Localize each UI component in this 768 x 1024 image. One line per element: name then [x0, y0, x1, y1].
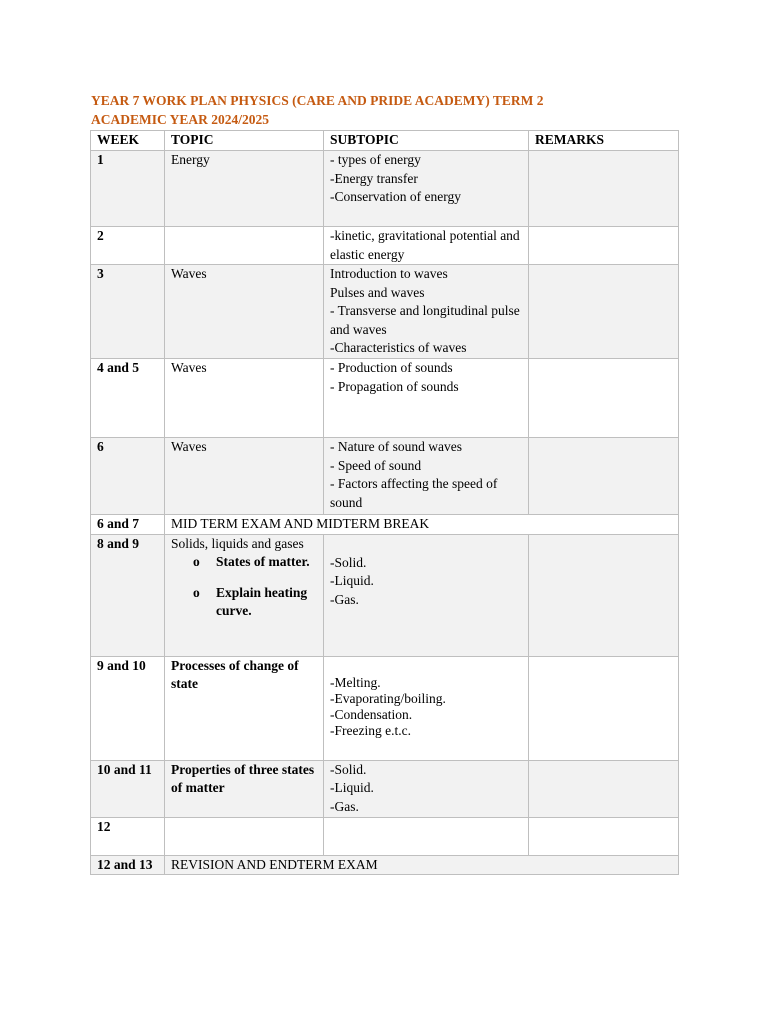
subtopic-cell: [324, 227, 529, 265]
remarks-cell: [529, 438, 679, 515]
remarks-cell: [529, 227, 679, 265]
topic-bullet: o Explain heating curve.: [171, 584, 317, 621]
topic-text: Solids, liquids and gases: [171, 535, 304, 551]
subtopic-item: -Melting.: [330, 674, 381, 690]
remarks-cell: [529, 359, 679, 438]
remarks-cell: [529, 265, 679, 359]
week-cell: 6 and 7: [91, 515, 165, 535]
table-row: [91, 817, 679, 855]
subtopic-item: -Gas.: [330, 798, 359, 814]
topic-cell: [165, 534, 324, 656]
week-cell: 1: [91, 151, 165, 227]
subtopic-item: - Nature of sound waves: [330, 439, 462, 454]
subtopic-item: -Liquid.: [330, 573, 374, 588]
title-line-2: ACADEMIC YEAR 2024/2025: [91, 111, 269, 127]
subtopic-item: - types of energy: [330, 152, 421, 167]
table-header-row: [91, 131, 679, 151]
remarks-cell: [529, 817, 679, 855]
week-cell: 8 and 9: [91, 534, 165, 656]
topic-cell: Properties of three states of matter: [165, 760, 324, 817]
topic-cell: Energy: [165, 151, 324, 227]
header-topic: TOPIC: [165, 131, 324, 151]
week-cell: 12: [91, 817, 165, 855]
subtopic-cell: [324, 656, 529, 760]
subtopic-item: - Factors affecting the speed of sound: [330, 476, 498, 510]
topic-cell: Waves: [165, 438, 324, 515]
table-row: [91, 359, 679, 438]
table-row: [91, 151, 679, 227]
week-cell: 4 and 5: [91, 359, 165, 438]
table-row: [91, 656, 679, 760]
remarks-cell: [529, 760, 679, 817]
subtopic-item: -Conservation of energy: [330, 189, 461, 204]
subtopic-item: -Energy transfer: [330, 170, 418, 186]
subtopic-item: -kinetic, gravitational potential and elastic energy: [330, 228, 520, 262]
title-line-1: YEAR 7 WORK PLAN PHYSICS (CARE AND PRIDE ACADEMY) TERM 2: [91, 93, 544, 108]
table-row: [91, 534, 679, 656]
header-remarks: REMARKS: [529, 131, 679, 151]
table-row: [91, 855, 679, 875]
week-cell: 3: [91, 265, 165, 359]
subtopic-item: -Evaporating/boiling.: [330, 690, 446, 706]
topic-cell: [165, 817, 324, 855]
subtopic-item: - Propagation of sounds: [330, 378, 459, 394]
week-cell: 2: [91, 227, 165, 265]
merged-cell: MID TERM EXAM AND MIDTERM BREAK: [165, 515, 679, 535]
remarks-cell: [529, 534, 679, 656]
subtopic-item: -Characteristics of waves: [330, 340, 467, 355]
remarks-cell: [529, 151, 679, 227]
week-cell: 12 and 13: [91, 855, 165, 875]
subtopic-cell: [324, 760, 529, 817]
header-subtopic: SUBTOPIC: [324, 131, 529, 151]
subtopic-cell: [324, 534, 529, 656]
table-row: [91, 265, 679, 359]
document-title: [91, 92, 544, 129]
week-cell: 10 and 11: [91, 760, 165, 817]
topic-cell: [165, 227, 324, 265]
merged-cell: REVISION AND ENDTERM EXAM: [165, 855, 679, 875]
topic-bullet-list: [171, 553, 317, 621]
subtopic-item: -Liquid.: [330, 780, 374, 795]
header-week: WEEK: [91, 131, 165, 151]
subtopic-cell: [324, 151, 529, 227]
subtopic-item: -Freezing e.t.c.: [330, 722, 411, 738]
subtopic-item: Pulses and waves: [330, 284, 425, 300]
subtopic-cell: [324, 359, 529, 438]
subtopic-item: -Solid.: [330, 554, 367, 570]
table-row: [91, 515, 679, 535]
subtopic-cell: [324, 438, 529, 515]
subtopic-item: - Speed of sound: [330, 457, 422, 473]
topic-bullet: o States of matter.: [171, 553, 317, 572]
subtopic-cell: [324, 817, 529, 855]
subtopic-cell: [324, 265, 529, 359]
remarks-cell: [529, 656, 679, 760]
topic-cell: Processes of change of state: [165, 656, 324, 760]
subtopic-item: -Solid.: [330, 761, 367, 777]
subtopic-item: - Transverse and longitudinal pulse and waves: [330, 303, 520, 337]
table-row: [91, 760, 679, 817]
subtopic-item: -Gas.: [330, 591, 359, 607]
topic-cell: Waves: [165, 359, 324, 438]
table-row: [91, 227, 679, 265]
topic-cell: Waves: [165, 265, 324, 359]
work-plan-table: [90, 130, 679, 875]
subtopic-item: Introduction to waves: [330, 266, 448, 281]
week-cell: 6: [91, 438, 165, 515]
subtopic-item: -Condensation.: [330, 706, 413, 722]
table-row: [91, 438, 679, 515]
subtopic-item: - Production of sounds: [330, 360, 453, 375]
week-cell: 9 and 10: [91, 656, 165, 760]
